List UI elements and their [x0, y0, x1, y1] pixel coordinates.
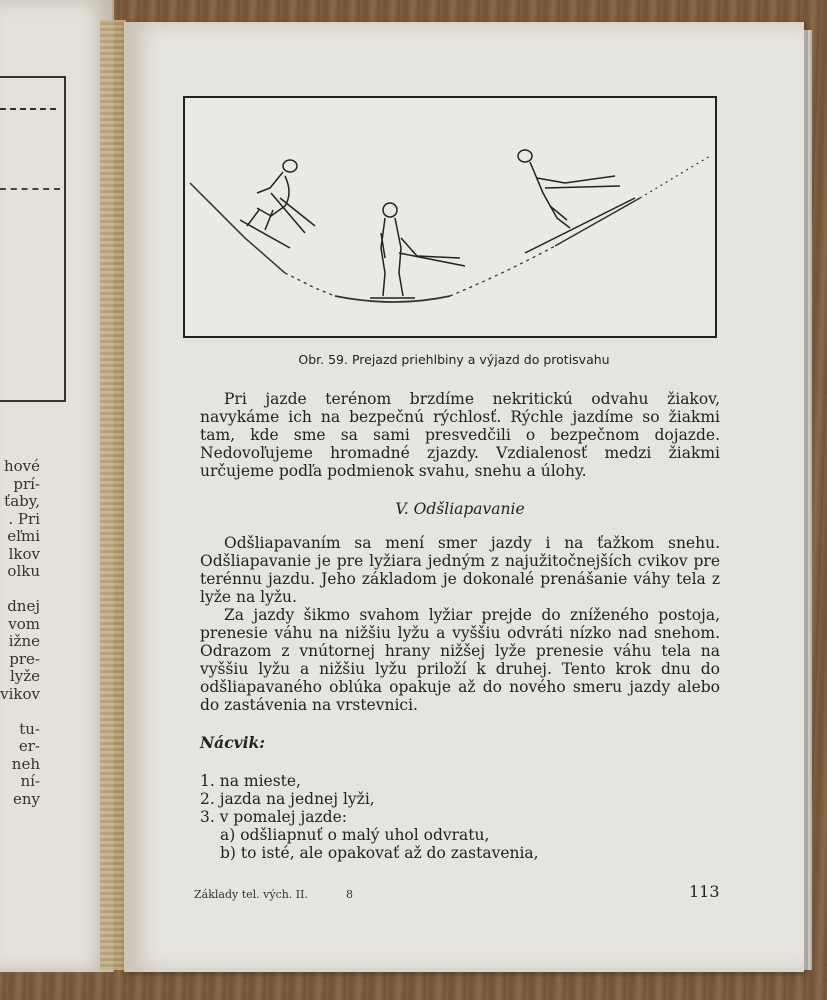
- skiing-drawing: [185, 98, 715, 336]
- left-fragment: [0, 581, 40, 599]
- body-text: [200, 390, 720, 862]
- left-text-fragments: [0, 458, 40, 808]
- left-fragment: pre-: [9, 649, 40, 668]
- left-fragment: ťaby,: [4, 492, 40, 510]
- footer-book-title: Základy tel. vých. II.: [194, 888, 308, 901]
- list-item: 2. jazda na jednej lyži,: [200, 790, 375, 808]
- skier-descending: [240, 160, 315, 248]
- skier-climbing: [518, 150, 635, 253]
- left-fragment: . Pri: [8, 509, 40, 528]
- left-fragment: ní-: [20, 772, 40, 790]
- paragraph-technique: Za jazdy šikmo svahom lyžiar prejde do zníženého postoja, prenesie váhu na nižšiu lyžu a vyššiu odvráti nízko nad snehom. Odrazom z vnútornej hrany nižšej lyže prenesie váhu tela na vyššiu lyžu a nižšiu lyžu priloží k druhej. Tento krok dnu do odšliapavaného oblúka opakuje až do nového smeru jazdy alebo do zastávenia na vrstevnici.: [200, 606, 720, 714]
- sublist-item: a) odšliapnuť o malý uhol odvratu,: [220, 826, 490, 844]
- left-fragment: neh: [11, 754, 40, 773]
- skier-hollow: [370, 203, 465, 298]
- list-item: 1. na mieste,: [200, 772, 301, 790]
- practice-heading: Nácvik:: [200, 733, 266, 752]
- left-fragment: vikov: [0, 684, 40, 703]
- footer-signature: 8: [346, 888, 353, 901]
- left-fragment: tu-: [19, 719, 40, 738]
- figure-caption: Obr. 59. Prejazd priehlbiny a výjazd do protisvahu: [298, 352, 610, 367]
- left-fragment: ižne: [8, 632, 40, 650]
- list-item: 3. v pomalej jazde:: [200, 808, 347, 826]
- left-fragment: eny: [12, 789, 40, 808]
- right-page: [124, 22, 804, 972]
- left-fragment: olku: [7, 562, 40, 580]
- skiing-illustration: [183, 96, 717, 338]
- left-figure-dash: [0, 108, 56, 110]
- left-fragment: dnej: [7, 597, 40, 615]
- practice-list: [200, 772, 720, 862]
- page-number: 113: [689, 882, 720, 901]
- left-fragment: prí-: [13, 474, 40, 493]
- left-fragment: eľmi: [7, 527, 40, 545]
- left-fragment: lkov: [8, 544, 40, 563]
- left-fragment: er-: [18, 737, 40, 755]
- sublist-item: b) to isté, ale opakovať až do zastavenia,: [220, 844, 539, 862]
- left-fragment: vom: [8, 614, 40, 633]
- left-fragment: hové: [3, 457, 40, 475]
- left-figure-frame: [0, 76, 66, 402]
- paragraph-terrain: Pri jazde terénom brzdíme nekritickú odvahu žiakov, navykáme ich na bezpečnú rýchlosť. Rýchle jazdíme so žiakmi tam, kde sme sa sami presvedčili o bezpečnom dojazde. Nedovoľujeme hromadné zjazdy. Vzdialenosť medzi žiakmi určujeme podľa podmienok svahu, snehu a úlohy.: [200, 390, 720, 480]
- left-page: [0, 0, 114, 972]
- paragraph-definition: Odšliapavaním sa mení smer jazdy i na ťažkom snehu. Odšliapavanie je pre lyžiara jedným z najužitočnejších cvikov pre terénnu jazdu. Jeho základom je dokonalé prenášanie váhy tela z lyže na lyžu.: [200, 534, 720, 606]
- left-fragment: [0, 703, 40, 721]
- book-binding: [100, 20, 126, 970]
- section-title: V. Odšliapavanie: [395, 500, 525, 518]
- left-figure-line: [0, 188, 60, 190]
- left-fragment: lyže: [9, 667, 40, 685]
